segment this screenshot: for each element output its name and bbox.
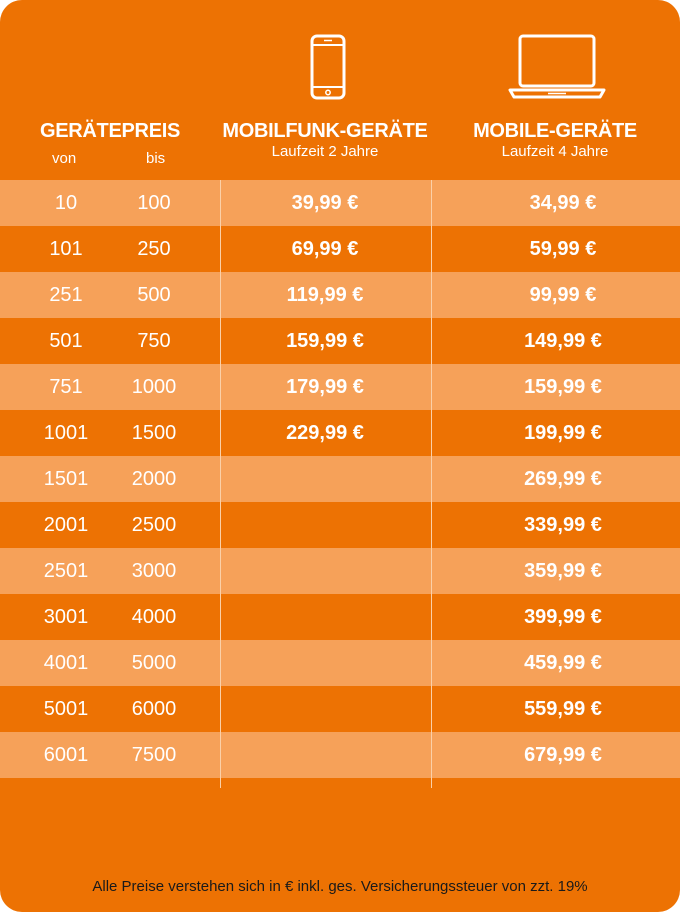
header-mobilfunk-subtitle: Laufzeit 2 Jahre [271,143,379,160]
cell-mobilfunk-price: 39,99 € [291,192,359,214]
cell-mobile-price: 269,99 € [524,468,602,490]
cell-mobile-price: 99,99 € [529,284,597,306]
header-von: von [52,150,77,167]
cell-von: 1001 [43,422,89,444]
cell-von: 6001 [43,744,89,766]
column-divider [220,180,221,788]
header-mobile-subtitle: Laufzeit 4 Jahre [501,143,609,160]
cell-mobile-price: 679,99 € [524,744,602,766]
cell-mobilfunk-price: 179,99 € [286,376,364,398]
table-row [0,364,680,410]
cell-mobilfunk-price: 69,99 € [291,238,359,260]
cell-mobile-price: 339,99 € [524,514,602,536]
header-mobile-title: MOBILE-GERÄTE [473,120,637,142]
cell-mobilfunk-price [220,732,430,778]
cell-bis: 4000 [131,606,177,628]
cell-bis: 2000 [131,468,177,490]
cell-von: 4001 [43,652,89,674]
cell-mobile-price: 59,99 € [529,238,597,260]
table-row [0,272,680,318]
cell-von: 3001 [43,606,89,628]
cell-mobile-price: 199,99 € [524,422,602,444]
cell-bis: 2500 [131,514,177,536]
footer-note: Alle Preise verstehen sich in € inkl. ges. Versicherungssteuer von zzt. 19% [92,878,588,895]
cell-bis: 250 [137,238,171,260]
laptop-icon [508,34,606,100]
cell-von: 5001 [43,698,89,720]
cell-mobile-price: 559,99 € [524,698,602,720]
cell-mobilfunk-price [220,548,430,594]
cell-von: 2501 [43,560,89,582]
cell-mobile-price: 34,99 € [529,192,597,214]
cell-bis: 100 [137,192,171,214]
cell-mobilfunk-price [220,594,430,640]
smartphone-icon [310,34,346,100]
cell-mobilfunk-price [220,502,430,548]
cell-bis: 750 [137,330,171,352]
cell-von: 501 [49,330,83,352]
table-row [0,732,680,778]
table-row [0,456,680,502]
cell-mobile-price: 149,99 € [524,330,602,352]
cell-mobile-price: 459,99 € [524,652,602,674]
table-row [0,594,680,640]
cell-von: 101 [49,238,83,260]
cell-bis: 1000 [131,376,177,398]
header-mobile [450,120,660,160]
column-divider [431,180,432,788]
cell-mobilfunk-price: 119,99 € [286,284,364,306]
cell-mobile-price: 159,99 € [524,376,602,398]
table-row [0,686,680,732]
cell-von: 751 [49,376,83,398]
table-row [0,640,680,686]
cell-bis: 500 [137,284,171,306]
cell-von: 2001 [43,514,89,536]
cell-bis: 5000 [131,652,177,674]
table-row [0,548,680,594]
cell-mobilfunk-price [220,456,430,502]
cell-mobilfunk-price [220,640,430,686]
table-row [0,410,680,456]
header-mobilfunk-title: MOBILFUNK-GERÄTE [222,120,428,142]
cell-von: 1501 [43,468,89,490]
cell-von: 251 [49,284,83,306]
cell-mobilfunk-price [220,686,430,732]
cell-mobile-price: 359,99 € [524,560,602,582]
header-geraetepreis-title: GERÄTEPREIS [39,120,181,142]
table-row [0,502,680,548]
table-row [0,180,680,226]
header-mobilfunk [210,120,440,160]
header-geraetepreis [30,120,190,143]
cell-von: 10 [54,192,78,214]
cell-bis: 1500 [131,422,177,444]
cell-bis: 7500 [131,744,177,766]
header-bis: bis [146,150,166,167]
cell-bis: 3000 [131,560,177,582]
cell-mobilfunk-price: 229,99 € [286,422,364,444]
cell-mobilfunk-price: 159,99 € [286,330,364,352]
table-row [0,226,680,272]
cell-mobile-price: 399,99 € [524,606,602,628]
price-table-body [0,180,680,778]
cell-bis: 6000 [131,698,177,720]
table-row [0,318,680,364]
